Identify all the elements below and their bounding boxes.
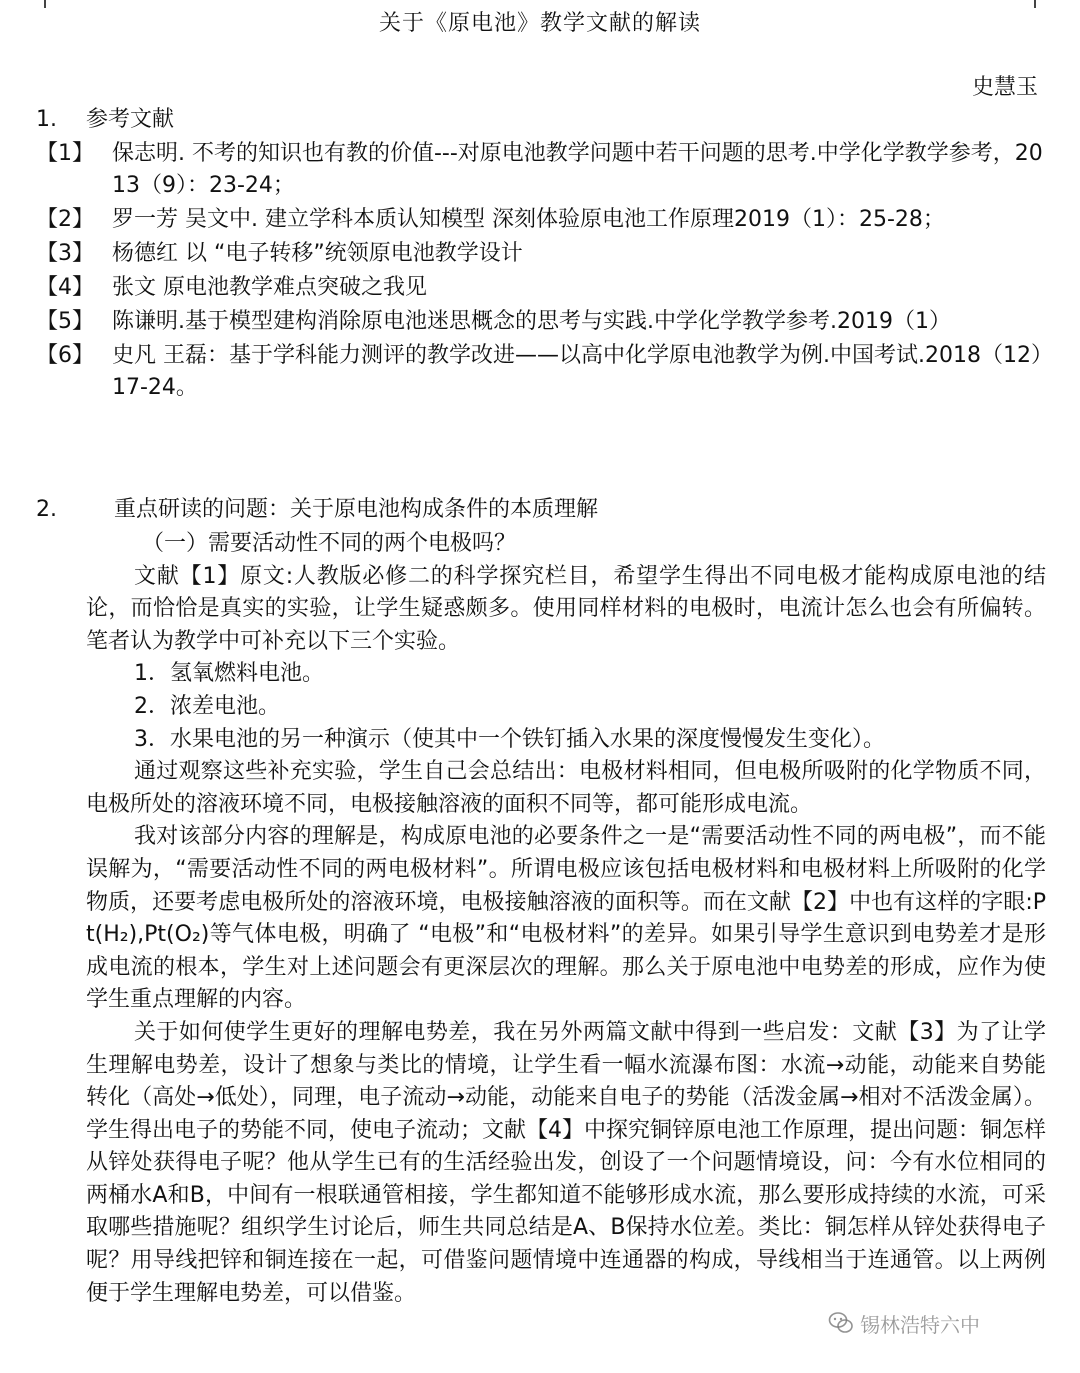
reference-text: 罗一芳 吴文中. 建立学科本质认知模型 深刻体验原电池工作原理2019（1）：25-28； bbox=[112, 207, 945, 232]
section-number: 2. bbox=[36, 497, 57, 522]
reference-text: 张文 原电池教学难点突破之我见 bbox=[112, 275, 427, 300]
reference-tag: 【1】 bbox=[36, 141, 94, 166]
reference-item bbox=[36, 340, 1046, 404]
reference-tag: 【3】 bbox=[36, 241, 94, 266]
reference-item bbox=[36, 238, 1046, 270]
reference-item bbox=[36, 138, 1046, 202]
reference-text: 保志明. 不考的知识也有教的价值---对原电池教学问题中若干问题的思考.中学化学教学参考，2013（9）：23-24； bbox=[112, 141, 1043, 198]
reference-text: 杨德红 以 “电子转移”统领原电池教学设计 bbox=[112, 241, 523, 266]
reference-item bbox=[36, 272, 1046, 304]
section-title: 重点研读的问题：关于原电池构成条件的本质理解 bbox=[114, 497, 599, 522]
watermark-text: 锡林浩特六中 bbox=[860, 1312, 980, 1337]
list-item: 1．氢氧燃料电池。 bbox=[134, 661, 324, 687]
section-heading-2 bbox=[36, 494, 598, 526]
body-paragraph: 关于如何使学生更好的理解电势差，我在另外两篇文献中得到一些启发：文献【3】为了让学生理解电势差，设计了想象与类比的情境，让学生看一幅水流瀑布图：水流→动能，动能来自势能转化（高处→低处），同理，电子流动→动能，动能来自电子的势能（活泼金属→相对不活泼金属）。学生得出电子的势能不同，使电子流动；文献【4】中探究铜锌原电池工作原理，提出问题：铜怎样从锌处获得电子呢？他从学生已有的生活经验出发，创设了一个问题情境设，问：今有水位相同的两桶水A和B，中间有一根联通管相接，学生都知道不能够形成水流，那么要形成持续的水流，可采取哪些措施呢？组织学生讨论后，师生共同总结是A、B保持水位差。类比：铜怎样从锌处获得电子呢？用导线把锌和铜连接在一起，可借鉴问题情境中连通器的构成，导线相当于连通管。以上两例便于学生理解电势差，可以借鉴。 bbox=[86, 1019, 1047, 1306]
wechat-icon bbox=[828, 1310, 854, 1336]
reference-tag: 【2】 bbox=[36, 207, 94, 232]
body-paragraph: 通过观察这些补充实验，学生自己会总结出：电极材料相同，但电极所吸附的化学物质不同，电极所处的溶液环境不同，电极接触溶液的面积不同等，都可能形成电流。 bbox=[86, 759, 1046, 817]
author-name: 史慧玉 bbox=[971, 75, 1038, 100]
subsection-heading: （一）需要活动性不同的两个电极吗？ bbox=[142, 531, 517, 556]
crop-mark-left bbox=[0, 0, 46, 8]
reference-tag: 【4】 bbox=[36, 275, 94, 300]
reference-item bbox=[36, 204, 1046, 236]
section-heading-1 bbox=[36, 104, 174, 136]
body-paragraph: 我对该部分内容的理解是，构成原电池的必要条件之一是“需要活动性不同的两电极”，而不能误解为，“需要活动性不同的两电极材料”。所谓电极应该包括电极材料和电极材料上所吸附的化学物质，还要考虑电极所处的溶液环境，电极接触溶液的面积等。而在文献【2】中也有这样的字眼:Pt(H₂),Pt(O₂)等气体电极，明确了 “电极”和“电极材料”的差异。如果引导学生意识到电势差才是形成电流的根本，学生对上述问题会有更深层次的理解。那么关于原电池中电势差的形成，应作为使学生重点理解的内容。 bbox=[86, 824, 1046, 1013]
section-number: 1. bbox=[36, 107, 57, 132]
crop-mark-right bbox=[1034, 0, 1080, 8]
reference-tag: 【5】 bbox=[36, 309, 94, 334]
section-title: 参考文献 bbox=[86, 107, 175, 132]
list-item: 3．水果电池的另一种演示（使其中一个铁钉插入水果的深度慢慢发生变化）。 bbox=[134, 726, 885, 752]
reference-text: 史凡 王磊：基于学科能力测评的教学改进——以高中化学原电池教学为例.中国考试.2018（12）17-24。 bbox=[112, 343, 1042, 400]
list-item: 2．浓差电池。 bbox=[134, 693, 280, 719]
reference-text: 陈谦明.基于模型建构消除原电池迷思概念的思考与实践.中学化学教学参考.2019（1） bbox=[112, 309, 951, 334]
document-title: 关于《原电池》教学文献的解读 bbox=[378, 11, 701, 36]
reference-list bbox=[36, 138, 1046, 406]
section-body bbox=[86, 528, 1046, 1310]
reference-tag: 【6】 bbox=[36, 343, 94, 368]
watermark bbox=[828, 1306, 980, 1340]
body-paragraph: 文献【1】原文:人教版必修二的科学探究栏目，希望学生得出不同电极才能构成原电池的结论，而恰恰是真实的实验，让学生疑惑颇多。使用同样材料的电极时，电流计怎么也会有所偏转。笔者认为教学中可补充以下三个实验。 bbox=[86, 563, 1046, 654]
reference-item bbox=[36, 306, 1046, 338]
